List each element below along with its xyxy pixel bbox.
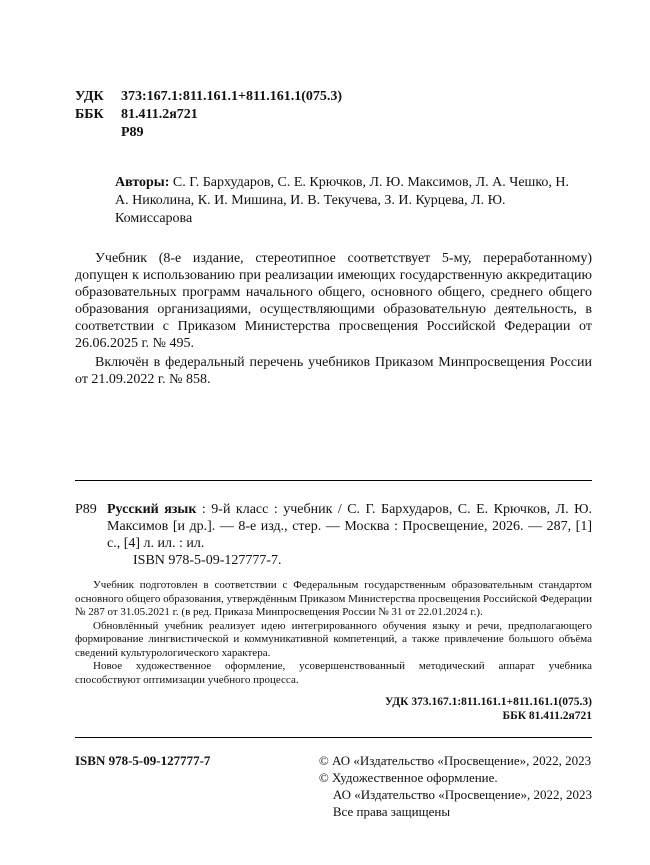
footer-isbn: ISBN 978-5-09-127777-7 [75,753,211,768]
copyright-line-1: © АО «Издательство «Просвещение», 2022, 2023 [318,753,592,768]
catalog-title: Русский язык [107,502,197,517]
copyright-block [319,752,592,820]
classification-block-bottom [75,695,592,723]
udk-bottom: УДК 373.167.1:811.161.1+811.161.1(075.3) [384,696,592,708]
annotation-block [75,579,592,723]
copyright-line-2: © Художественное оформление. [318,770,498,785]
udk-row [75,88,592,106]
udk-value: 373:167.1:811.161.1+811.161.1(075.3) [121,89,343,104]
bbk-bottom: ББК 81.411.2я721 [502,710,592,722]
divider-bottom [75,737,592,738]
copyright-line-3: АО «Издательство «Просвещение», 2022, 2023 [332,787,592,802]
admission-paragraph: Учебник (8-е издание, стереотипное соответствует 5-му, переработанному) допущен к использованию при реализации имеющих государственную аккредитацию образовательных программ начального общего, основного общего, среднего общего образования организациями, осуществляющими образовательную деятельность, в соответствии с Приказом Министерства просвещения Российской Федерации от 26.06.2025 г. № 495. [75,251,592,351]
catalog-isbn: ISBN 978-5-09-127777-7. [133,553,282,568]
imprint-footer [75,752,592,820]
admission-text [75,250,592,388]
authors-block [115,174,585,228]
federal-list-paragraph: Включён в федеральный перечень учебников Приказом Минпросвещения России от 21.09.2022 г. № 858. [75,355,592,387]
author-sign-code: Р89 [121,125,144,140]
bibliographic-record [75,501,592,569]
bbk-label: ББК [75,107,104,122]
udk-label: УДК [75,89,104,104]
annotation-paragraph-1: Учебник подготовлен в соответствии с Федеральным государственным образовательным стандартом основного общего образования, утверждённым Приказом Министерства просвещения Российской Федерации № 287 от 31.05.2021 г. (в ред. Приказа Минпросвещения России № 31 от 22.01.2024 г.). [75,579,592,618]
annotation-paragraph-2: Обновлённый учебник реализует идею интегрированного обучения языку и речи, предполагающего формирование лингвистической и коммуникативной компетенций, а также привлечение большого объёма сведений культурологического характера. [75,619,592,659]
catalog-code: Р89 [75,502,97,517]
author-sign-row [75,124,592,142]
authors-label: Авторы: [115,175,170,190]
bbk-value: 81.411.2я721 [121,107,198,122]
authors-names: С. Г. Бархударов, С. Е. Крючков, Л. Ю. Максимов, Л. А. Чешко, Н. А. Николина, К. И. Мишина, И. В. Текучева, З. И. Курцева, Л. Ю. Комиссарова [115,175,570,226]
classification-block [75,88,592,142]
catalog-description [107,501,592,552]
copyright-line-4: Все права защищены [332,804,451,819]
bbk-row [75,106,592,124]
annotation-paragraph-3: Новое художественное оформление, усовершенствованный методический аппарат учебника способствуют оптимизации учебного процесса. [75,660,592,686]
catalog-details: : 9-й класс : учебник / С. Г. Бархударов, С. Е. Крючков, Л. Ю. Максимов [и др.]. — 8-е изд., стер. — Москва : Просвещение, 2026. — 287, [1] с., [4] л. ил. : ил. [107,502,592,551]
divider-top [75,480,592,481]
